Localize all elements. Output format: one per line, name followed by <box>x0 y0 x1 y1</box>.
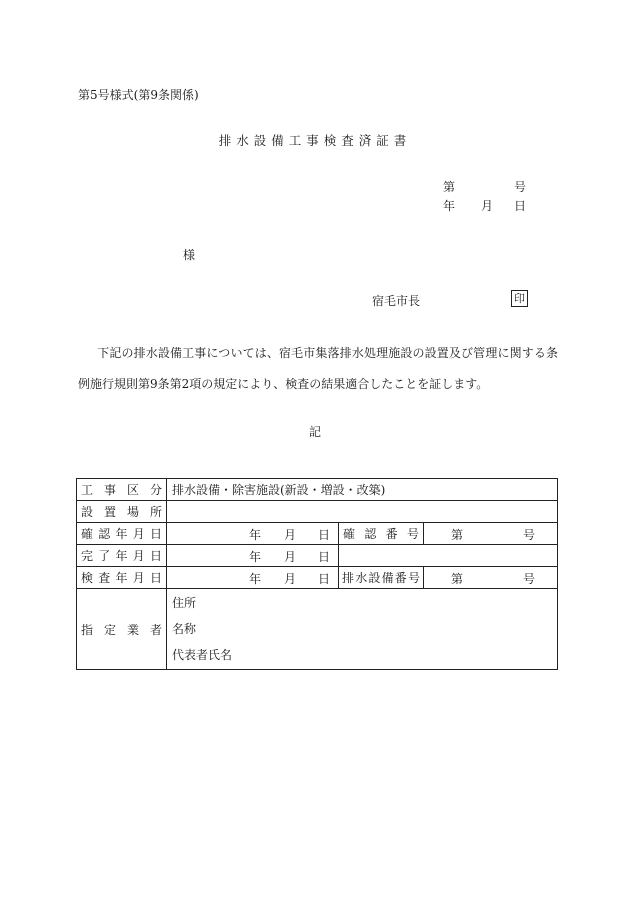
inspection-date-day: 日 <box>318 571 331 586</box>
work-category-label: 工 事 区 分 <box>81 483 162 497</box>
form-label: 第5号様式(第9条関係) <box>78 88 199 102</box>
date-year-label: 年 <box>443 199 456 213</box>
date-month-label: 月 <box>481 199 494 213</box>
contractor-label: 指 定 業 者 <box>81 622 162 637</box>
confirm-date-month: 月 <box>284 527 297 542</box>
row-completion <box>77 545 558 567</box>
detail-table <box>76 478 558 670</box>
completion-empty <box>339 545 558 567</box>
contractor-address-label: 住所 <box>172 596 197 610</box>
inspection-date-label: 検 査 年 月 日 <box>81 571 162 585</box>
body-text: 下記の排水設備工事については、宿毛市集落排水処理施設の設置及び管理に関する条例施行規則第9条第2項の規定により、検査の結果適合したことを証します。 <box>78 346 558 391</box>
inspection-date-year: 年 <box>249 571 262 586</box>
inspection-date-value <box>172 570 333 586</box>
confirm-date-year: 年 <box>249 527 262 542</box>
confirm-date-day: 日 <box>318 527 331 542</box>
row-location <box>77 501 558 523</box>
confirm-number-prefix: 第 <box>451 527 464 542</box>
addressee-suffix: 様 <box>183 248 196 262</box>
facility-number-prefix: 第 <box>451 571 464 586</box>
confirm-number-value <box>429 526 552 542</box>
row-confirm <box>77 523 558 545</box>
completion-date-month: 月 <box>284 549 297 564</box>
facility-number-suffix: 号 <box>523 571 536 586</box>
number-suffix: 号 <box>514 180 527 194</box>
inspection-date-month: 月 <box>284 571 297 586</box>
seal-mark: 印 <box>511 290 528 307</box>
confirm-date-value <box>172 526 333 542</box>
row-contractor <box>77 589 558 670</box>
ki-heading: 記 <box>308 425 321 439</box>
document-title: 排水設備工事検査済証書 <box>218 133 412 148</box>
confirm-number-suffix: 号 <box>523 527 536 542</box>
facility-number-value <box>429 570 552 586</box>
completion-date-year: 年 <box>249 549 262 564</box>
completion-date-value <box>172 548 333 564</box>
contractor-representative-label: 代表者氏名 <box>172 648 233 662</box>
contractor-name-label: 名称 <box>172 622 197 636</box>
issuer-name: 宿毛市長 <box>372 294 421 308</box>
completion-date-label: 完 了 年 月 日 <box>81 549 162 563</box>
number-prefix: 第 <box>443 180 456 194</box>
location-label: 設 置 場 所 <box>81 505 162 519</box>
facility-number-label: 排 水 設 備 番 号 <box>342 571 420 585</box>
row-inspection <box>77 567 558 589</box>
completion-date-day: 日 <box>318 549 331 564</box>
row-work-category <box>77 479 558 501</box>
confirm-date-label: 確 認 年 月 日 <box>81 527 162 541</box>
confirm-number-label: 確 認 番 号 <box>343 527 419 541</box>
work-category-value: 排水設備・除害施設(新設・増設・改築) <box>167 479 558 501</box>
location-value <box>167 501 558 523</box>
date-day-label: 日 <box>514 199 527 213</box>
